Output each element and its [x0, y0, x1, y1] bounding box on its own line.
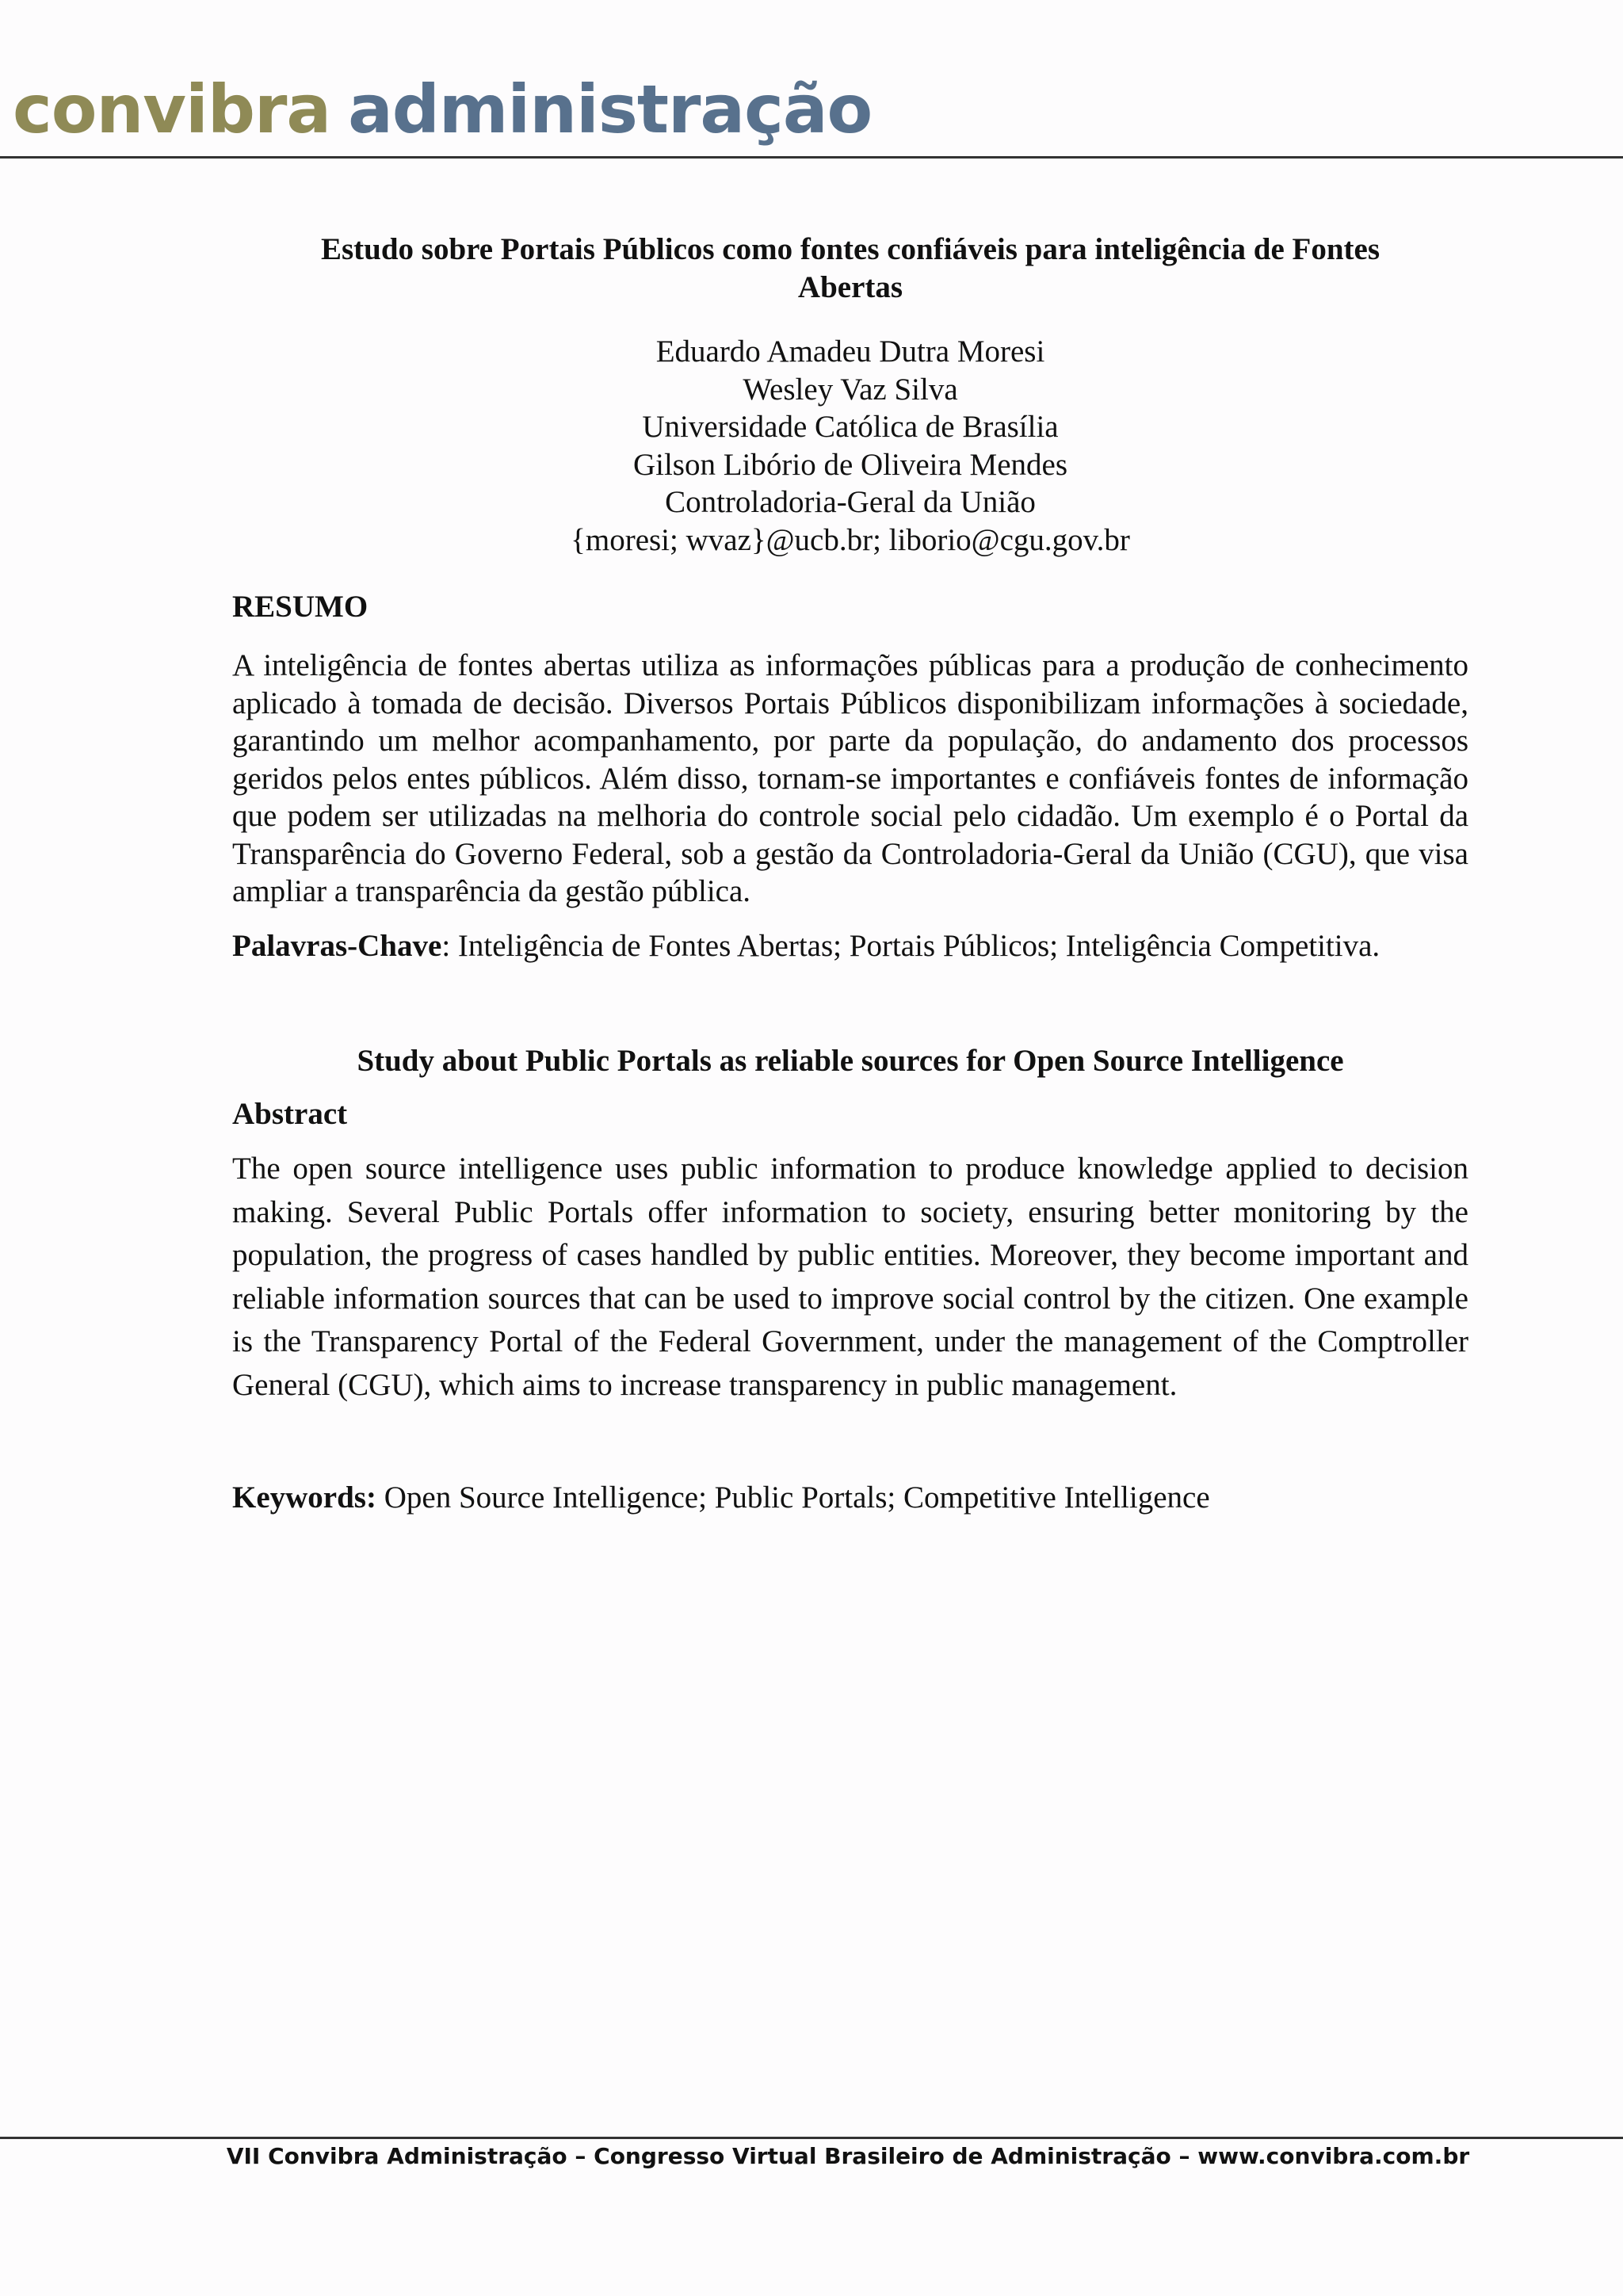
author-emails: {moresi; wvaz}@ucb.br; liborio@cgu.gov.br [571, 522, 1130, 557]
resumo-heading: RESUMO [232, 590, 369, 624]
paper-title-line-2: Abertas [797, 270, 903, 304]
abstract-body: The open source intelligence uses public information to produce knowledge applied to decision making. Several Public Portals offer information to society, ensuring better monitoring by the population, the progress of cases handled by public entities. Moreover, they become important and reliable information sources that can be used to improve social control by the citizen. One example is the Transparency Portal of the Federal Government, under the management of the Comptroller General (CGU), which aims to increase transparency in public management. [232, 1152, 1468, 1402]
author-affiliation: Universidade Católica de Brasília [642, 410, 1059, 444]
keywords-english-text: Open Source Intelligence; Public Portals; Competitive Intelligence [376, 1480, 1210, 1515]
author-line: Wesley Vaz Silva [743, 372, 958, 407]
paper-title [232, 231, 1468, 307]
logo-text-administracao: administração [348, 71, 873, 148]
author-line: Eduardo Amadeu Dutra Moresi [655, 334, 1045, 369]
english-title: Study about Public Portals as reliable sources for Open Source Intelligence [357, 1044, 1344, 1078]
author-block [232, 333, 1468, 559]
resumo-body: A inteligência de fontes abertas utiliza as informações públicas para a produção de conhecimento aplicado à tomada de decisão. Diversos Portais Públicos disponibilizam informações à sociedade, garantindo um melhor acompanhamento, por parte da população, do andamento dos processos geridos pelos entes públicos. Além disso, tornam-se importantes e confiáveis fontes de informação que podem ser utilizadas na melhoria do controle social pelo cidadão. Um exemplo é o Portal da Transparência do Governo Federal, sob a gestão da Controladoria-Geral da União (CGU), que visa ampliar a transparência da gestão pública. [232, 648, 1468, 908]
keywords-portuguese-text: : Inteligência de Fontes Abertas; Portais Públicos; Inteligência Competitiva. [441, 929, 1381, 963]
convibra-logo [13, 71, 873, 148]
paper-title-line-1: Estudo sobre Portais Públicos como fontes confiáveis para inteligência de Fontes [320, 232, 1381, 266]
keywords-portuguese-label: Palavras-Chave [232, 929, 442, 963]
author-line: Gilson Libório de Oliveira Mendes [632, 447, 1068, 482]
abstract-heading: Abstract [232, 1097, 348, 1131]
author-affiliation: Controladoria-Geral da União [665, 485, 1036, 519]
footer-text: VII Convibra Administração – Congresso Virtual Brasileiro de Administração – www.convibra.com.br [226, 2143, 1470, 2169]
logo-text-convibra: convibra [13, 71, 331, 148]
keywords-english-label: Keywords: [232, 1480, 376, 1515]
keywords-portuguese [232, 927, 1468, 965]
header-divider [0, 156, 1623, 159]
footer-divider [0, 2137, 1623, 2139]
keywords-english [232, 1479, 1468, 1517]
